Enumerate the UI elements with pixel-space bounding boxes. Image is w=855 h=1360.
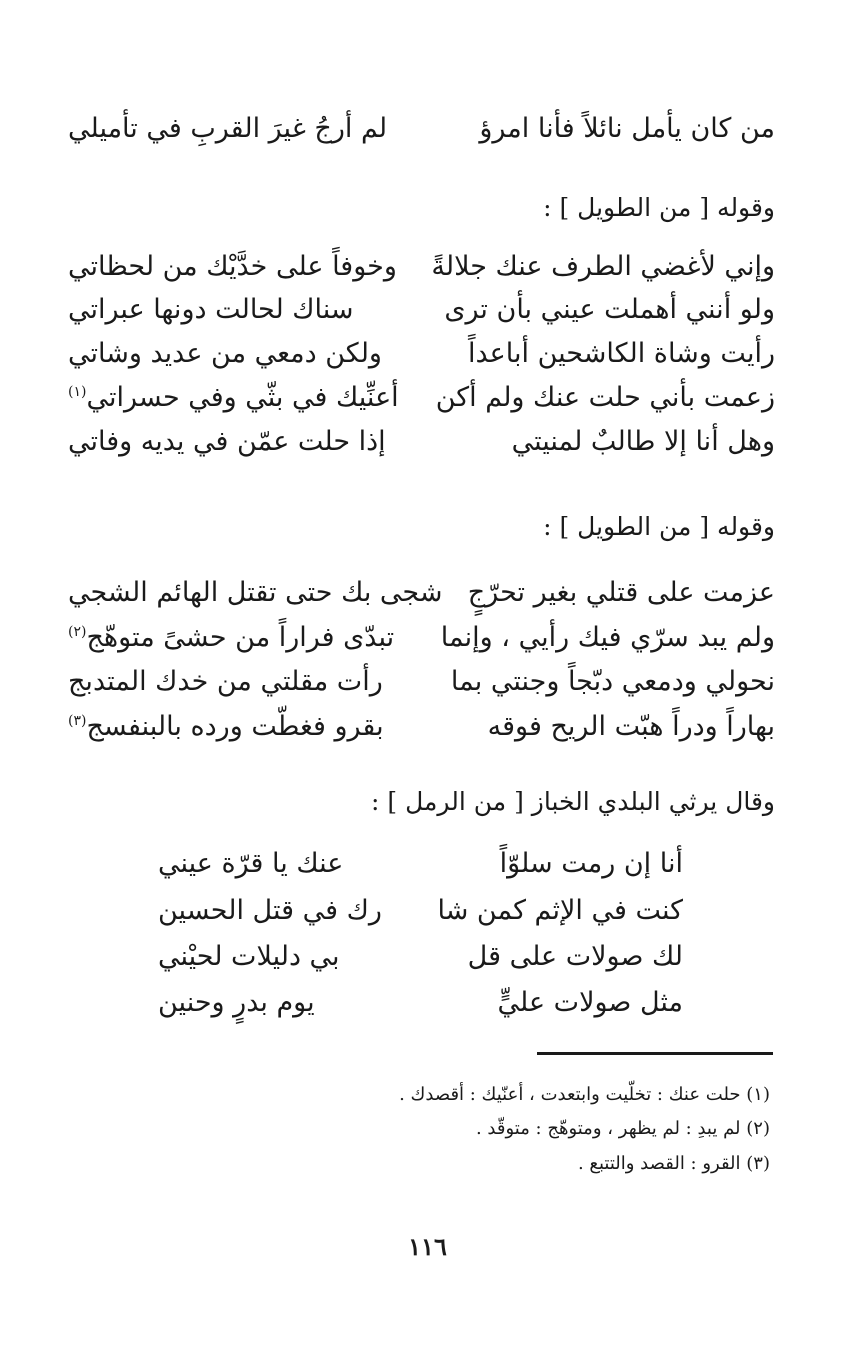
poem1-verse4-second-text: أعنِّيك في بثّي وفي حسراتي <box>86 382 399 413</box>
footnote-separator <box>537 1052 773 1055</box>
poem1-verse1-first: وإني لأغضي الطرف عنك جلالةً <box>431 251 775 282</box>
poem3-verse4-first: مثل صولات عليٍّ <box>497 987 683 1018</box>
page-number: ١١٦ <box>408 1232 447 1261</box>
footnote-2: (٢) لم يبدِ : لم يظهر ، ومتوهّج : متوقّد . <box>475 1118 770 1139</box>
poem1-verse1-second: وخوفاً على خدَّيْك من لحظاتي <box>68 251 397 282</box>
poem1-verse2-second: سناك لحالت دونها عبراتي <box>68 294 354 325</box>
footnote-ref-3: (٣) <box>68 713 87 729</box>
poem3-verse1-second: عنك يا قرّة عيني <box>158 848 344 879</box>
poem2-verse2-first: ولم يبد سرّي فيك رأيي ، وإنما <box>440 622 775 653</box>
poem3-verse4-second: يوم بدرٍ وحنين <box>158 987 315 1018</box>
poem2-verse1-first: عزمت على قتلي بغير تحرّجٍ <box>467 577 775 608</box>
poem2-verse4-second-text: بقرو فغطّت ورده بالبنفسج <box>86 711 384 742</box>
poem1-intro: وقوله [ من الطويل ] : <box>543 193 775 222</box>
poem2-verse2-second-text: تبدّى فراراً من حشىً متوهّج <box>86 622 395 653</box>
poem2-verse4-second <box>68 713 384 740</box>
poem2-verse2-second <box>68 624 394 651</box>
poem3-intro: وقال يرثي البلدي الخباز [ من الرمل ] : <box>371 787 775 816</box>
poem2-verse4-first: بهاراً ودراً هبّت الريح فوقه <box>487 711 775 742</box>
footnote-ref-2: (٢) <box>68 624 87 640</box>
top-verse-second-hemistich: لم أرجُ غيرَ القربِ في تأميلي <box>68 113 388 144</box>
poem3-verse3-second: بي دليلات لحيْني <box>158 941 340 972</box>
poem3-verse1-first: أنا إن رمت سلوّاً <box>499 848 683 879</box>
poem3-verse2-first: كنت في الإثم كمن شا <box>437 895 683 926</box>
poem1-verse3-second: ولكن دمعي من عديد وشاتي <box>68 338 382 369</box>
poem1-verse5-first: وهل أنا إلا طالبٌ لمنيتي <box>511 426 775 457</box>
poem2-verse3-second: رأت مقلتي من خدك المتدبج <box>68 666 383 697</box>
poem1-verse3-first: رأيت وشاة الكاشحين أباعداً <box>468 338 775 369</box>
poem2-verse3-first: نحولي ودمعي دبّجاً وجنتي بما <box>450 666 775 697</box>
poem1-verse5-second: إذا حلت عمّن في يديه وفاتي <box>68 426 386 457</box>
footnote-3: (٣) القرو : القصد والتتبع . <box>577 1153 770 1174</box>
poem1-verse2-first: ولو أنني أهملت عيني بأن ترى <box>444 294 775 325</box>
poem1-verse4-first: زعمت بأني حلت عنك ولم أكن <box>435 382 775 413</box>
poem3-verse3-first: لك صولات على قل <box>467 941 683 972</box>
top-verse-first-hemistich: من كان يأمل نائلاً فأنا امرؤ <box>479 113 775 144</box>
poem2-verse1-second: شجى بك حتى تقتل الهائم الشجي <box>68 577 443 608</box>
footnote-1: (١) حلت عنك : تخلّيت وابتعدت ، أعنّيك : أقصدك . <box>399 1084 770 1105</box>
poem1-verse4-second <box>68 384 399 411</box>
poem2-intro: وقوله [ من الطويل ] : <box>543 512 775 541</box>
footnote-ref-1: (١) <box>68 384 87 400</box>
poem3-verse2-second: رك في قتل الحسين <box>158 895 382 926</box>
